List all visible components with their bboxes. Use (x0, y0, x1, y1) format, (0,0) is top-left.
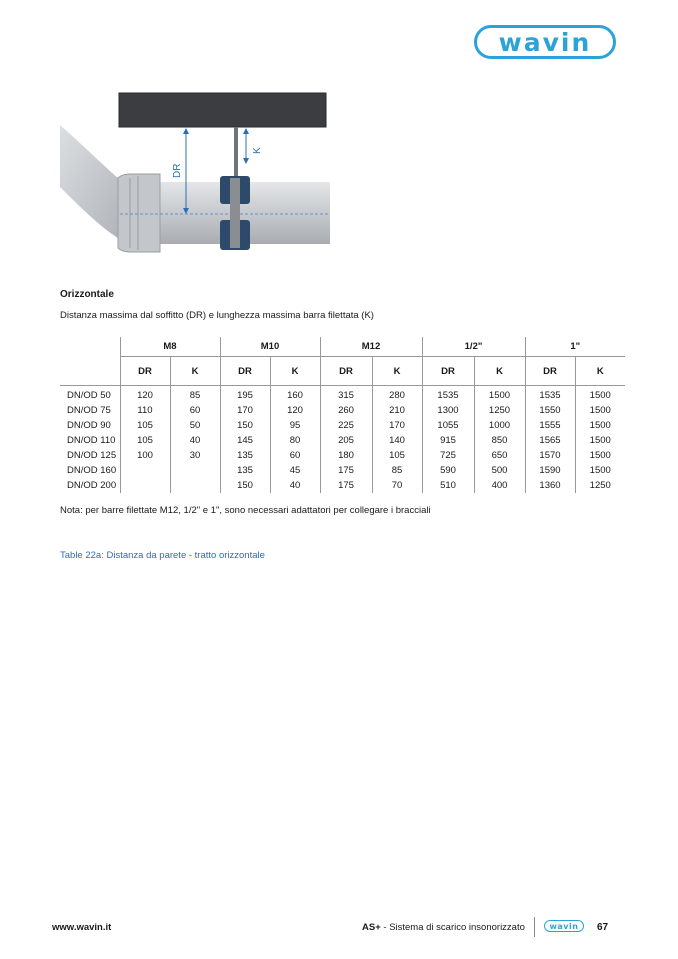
table-cell: 1500 (575, 403, 625, 418)
k-arrow-bottom (243, 158, 249, 164)
table-cell: 110 (120, 403, 170, 418)
table-cell: 195 (220, 386, 270, 404)
table-cell: 140 (372, 433, 422, 448)
table-row (60, 386, 625, 404)
footer-wavin-logo: wavin (544, 920, 584, 932)
table-cell: 1250 (474, 403, 525, 418)
header-dr: DR (422, 357, 474, 386)
table-cell: 180 (320, 448, 372, 463)
table-cell: 1535 (422, 386, 474, 404)
table-caption: Table 22a: Distanza da parete - tratto orizzontale (60, 550, 265, 561)
table-cell: 135 (220, 448, 270, 463)
table-cell: 150 (220, 478, 270, 493)
table-cell: 170 (220, 403, 270, 418)
ceiling-slab (119, 93, 326, 127)
header-dr: DR (220, 357, 270, 386)
footer-url[interactable]: www.wavin.it (52, 922, 112, 933)
table-cell: 1500 (575, 433, 625, 448)
table-cell: 1250 (575, 478, 625, 493)
page-number: 67 (597, 922, 609, 933)
table-cell: 120 (120, 386, 170, 404)
table-cell: 45 (270, 463, 320, 478)
header-group: 1" (525, 337, 625, 357)
table-cell: 1300 (422, 403, 474, 418)
footer-product-desc: - Sistema di scarico insonorizzato (380, 922, 525, 933)
header-k: K (575, 357, 625, 386)
table-cell: 1055 (422, 418, 474, 433)
row-label: DN/OD 75 (67, 405, 111, 416)
table-row (60, 418, 625, 433)
table-cell: 1000 (474, 418, 525, 433)
table-cell: 1500 (575, 448, 625, 463)
table-row (60, 403, 625, 418)
row-label: DN/OD 110 (67, 435, 116, 446)
header-group: M10 (220, 337, 320, 357)
table-row (60, 463, 625, 478)
table-cell: 225 (320, 418, 372, 433)
table-cell (120, 463, 170, 478)
footer-divider (534, 917, 535, 937)
table-cell: 40 (270, 478, 320, 493)
table-cell: 400 (474, 478, 525, 493)
table-cell: 1500 (474, 386, 525, 404)
elbow-pipe (60, 125, 125, 242)
table-cell: 105 (120, 433, 170, 448)
row-label: DN/OD 125 (67, 450, 117, 461)
header-k: K (170, 357, 220, 386)
table-row (60, 448, 625, 463)
table-cell: 1550 (525, 403, 575, 418)
footer-product-name: AS+ (362, 922, 381, 933)
header-group: M8 (120, 337, 220, 357)
table-cell: 160 (270, 386, 320, 404)
table-cell: 205 (320, 433, 372, 448)
pipe-socket (118, 174, 160, 252)
table-cell: 850 (474, 433, 525, 448)
table-cell: 175 (320, 463, 372, 478)
table-cell: 725 (422, 448, 474, 463)
footer-product (362, 922, 525, 933)
table-note: Nota: per barre filettate M12, 1/2" e 1", sono necessari adattatori per collegare i bracciali (60, 505, 431, 516)
sub-header-row (60, 357, 625, 386)
table-cell: 95 (270, 418, 320, 433)
table-cell: 175 (320, 478, 372, 493)
table-cell: 85 (170, 386, 220, 404)
table-cell: 60 (170, 403, 220, 418)
table-cell: 50 (170, 418, 220, 433)
row-label: DN/OD 50 (67, 390, 111, 401)
table-cell: 1565 (525, 433, 575, 448)
table-cell (170, 463, 220, 478)
table-cell: 120 (270, 403, 320, 418)
table-cell: 1570 (525, 448, 575, 463)
table-cell: 150 (220, 418, 270, 433)
table-cell: 1500 (575, 418, 625, 433)
header-blank (60, 357, 120, 386)
table-cell: 30 (170, 448, 220, 463)
header-dr: DR (320, 357, 372, 386)
pipe-bracket-illustration (60, 92, 330, 262)
table-cell: 280 (372, 386, 422, 404)
table-cell: 650 (474, 448, 525, 463)
row-label: DN/OD 200 (67, 480, 117, 491)
table-cell: 1500 (575, 386, 625, 404)
header-group: 1/2" (422, 337, 525, 357)
table-cell: 40 (170, 433, 220, 448)
table-cell: 260 (320, 403, 372, 418)
table-cell: 1360 (525, 478, 575, 493)
table-cell: 1500 (575, 463, 625, 478)
table-cell: 510 (422, 478, 474, 493)
bracket-rubber (230, 178, 240, 248)
table-cell: 1590 (525, 463, 575, 478)
table-cell: 1535 (525, 386, 575, 404)
group-header-row (60, 337, 625, 357)
distance-table (60, 337, 625, 493)
wavin-logo: wavin (474, 25, 616, 59)
table-cell: 100 (120, 448, 170, 463)
section-title: Orizzontale (60, 289, 114, 300)
table-cell: 105 (372, 448, 422, 463)
header-group: M12 (320, 337, 422, 357)
k-arrow-top (243, 128, 249, 134)
section-subtitle: Distanza massima dal soffitto (DR) e lunghezza massima barra filettata (K) (60, 310, 374, 321)
header-dr: DR (120, 357, 170, 386)
table-cell: 170 (372, 418, 422, 433)
row-label: DN/OD 90 (67, 420, 111, 431)
row-label: DN/OD 160 (67, 465, 117, 476)
table-cell: 315 (320, 386, 372, 404)
header-k: K (270, 357, 320, 386)
table-cell: 210 (372, 403, 422, 418)
header-k: K (372, 357, 422, 386)
header-dr: DR (525, 357, 575, 386)
k-label: K (252, 147, 263, 154)
dr-label: DR (172, 163, 183, 178)
header-k: K (474, 357, 525, 386)
header-blank (60, 337, 120, 357)
table-cell: 1555 (525, 418, 575, 433)
dr-arrow-top (183, 128, 189, 134)
table-cell: 80 (270, 433, 320, 448)
table-cell: 60 (270, 448, 320, 463)
table-cell: 105 (120, 418, 170, 433)
table-cell (120, 478, 170, 493)
table-cell: 590 (422, 463, 474, 478)
table-cell: 135 (220, 463, 270, 478)
table-cell: 85 (372, 463, 422, 478)
table-row (60, 478, 625, 493)
table-cell: 915 (422, 433, 474, 448)
table-cell: 145 (220, 433, 270, 448)
table-cell (170, 478, 220, 493)
table-cell: 70 (372, 478, 422, 493)
threaded-rod (234, 127, 238, 179)
table-row (60, 433, 625, 448)
table-cell: 500 (474, 463, 525, 478)
